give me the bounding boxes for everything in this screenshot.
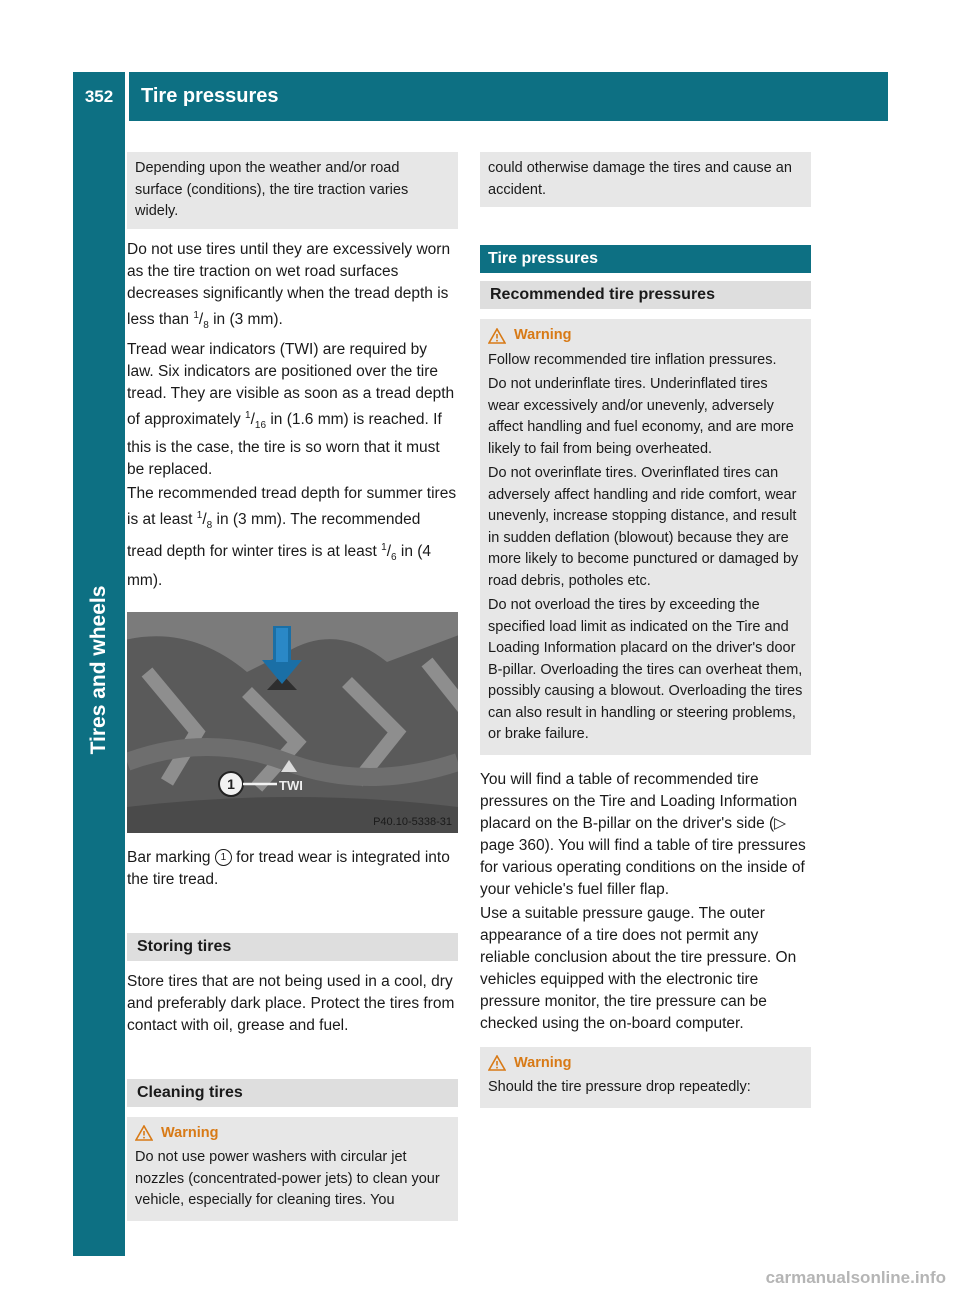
recommended-pressures-heading: Recommended tire pressures — [480, 281, 811, 309]
figure-code: P40.10-5338-31 — [373, 815, 452, 828]
storing-tires-heading: Storing tires — [127, 933, 458, 961]
warning-heading: Warning — [488, 1053, 803, 1075]
left-column — [127, 152, 458, 1221]
side-tab-label: Tires and wheels — [87, 585, 110, 755]
warning-text-2: Do not underinflate tires. Underinflated tires wear excessively and/or unevenly, adversely affect handling and fuel economy, and are more likely to fail from being overheated. — [488, 376, 794, 457]
continued-note: could otherwise damage the tires and cause an accident. — [480, 152, 811, 207]
storing-tires-text: Store tires that are not being used in a cool, dry and preferably dark place. Protect the tires from contact with oil, grease and fuel. — [127, 972, 455, 1034]
twi-label: TWI — [279, 777, 303, 793]
warning-heading: Warning — [488, 325, 803, 347]
page-title: Tire pressures — [129, 72, 888, 121]
warning-text-4: Do not overload the tires by exceeding the specified load limit as indicated on the Tire and Loading Information placard on the driver's door B-pillar. Overloading the tires can overheat them, possibly causing a blowout. Overloading the tires can also result in handling or steering problems, or brake failure. — [488, 597, 803, 742]
tread-wear-figure — [127, 612, 458, 833]
twi-paragraph: Tread wear indicators (TWI) are required by law. Six indicators are positioned over the tire tread. They are visible as soon as a tread depth of approximately $^1/_{16}$ in (1.6 mm) is reached. If this is the case, the tire is so worn that it must be replaced. — [127, 340, 455, 478]
warning-text-3: Do not overinflate tires. Overinflated tires can adversely affect handling and ride comfort, wear unevenly, increase stopping distance, and result in sudden deflation (blowout) because they are more likely to become punctured or damaged by road debris, potholes etc. — [488, 465, 799, 589]
warning-heading: Warning — [135, 1123, 450, 1145]
placard-paragraph: You will find a table of recommended tire pressures on the Tire and Loading Information placard on the B-pillar on the driver's side (▷ page 360). You will find a table of tire pressures for various operating conditions on the inside of your vehicle's fuel filler flap. — [480, 770, 806, 898]
side-tab-corner — [73, 1218, 125, 1256]
pressure-warning-box — [480, 319, 811, 755]
tire-pressures-heading: Tire pressures — [480, 245, 811, 273]
cleaning-warning-text: Do not use power washers with circular jet nozzles (concentrated-power jets) to clean your vehicle, especially for cleaning tires. You — [135, 1149, 440, 1208]
right-column — [480, 152, 811, 1108]
callout-marker: 1 — [215, 849, 232, 866]
cleaning-tires-heading: Cleaning tires — [127, 1079, 458, 1107]
warning-triangle-icon — [135, 1125, 153, 1141]
tread-depth-paragraph: Do not use tires until they are excessively worn as the tire traction on wet road surfaces decreases significantly when the tread depth is less than $^1/_8$ in (3 mm). — [127, 240, 451, 331]
pressure-drop-warning-box — [480, 1047, 811, 1108]
watermark: carmanualsonline.info — [765, 1268, 946, 1287]
tire-tread-illustration — [127, 612, 458, 833]
page-number: 352 — [73, 72, 125, 121]
warning-text-1: Follow recommended tire inflation pressures. — [488, 351, 777, 368]
figure-caption: Bar marking 1 for tread wear is integrated into the tire tread. — [127, 848, 450, 888]
cleaning-warning-box — [127, 1117, 458, 1221]
warning-triangle-icon — [488, 1055, 506, 1071]
traction-note: Depending upon the weather and/or road surface (conditions), the tire traction varies widely. — [127, 152, 458, 229]
warning-text-5: Should the tire pressure drop repeatedly: — [488, 1079, 751, 1095]
gauge-paragraph: Use a suitable pressure gauge. The outer appearance of a tire does not permit any reliable conclusion about the tire pressure. On vehicles equipped with the electronic tire pressure monitor, the tire pressure can be checked using the on-board computer. — [480, 904, 797, 1032]
figure-callout: 1 — [227, 775, 235, 792]
recommended-depth-paragraph: The recommended tread depth for summer tires is at least $^1/_8$ in (3 mm). The recommended tread depth for winter tires is at least $^1/_6$ in (4 mm). — [127, 485, 457, 589]
warning-triangle-icon — [488, 328, 506, 344]
